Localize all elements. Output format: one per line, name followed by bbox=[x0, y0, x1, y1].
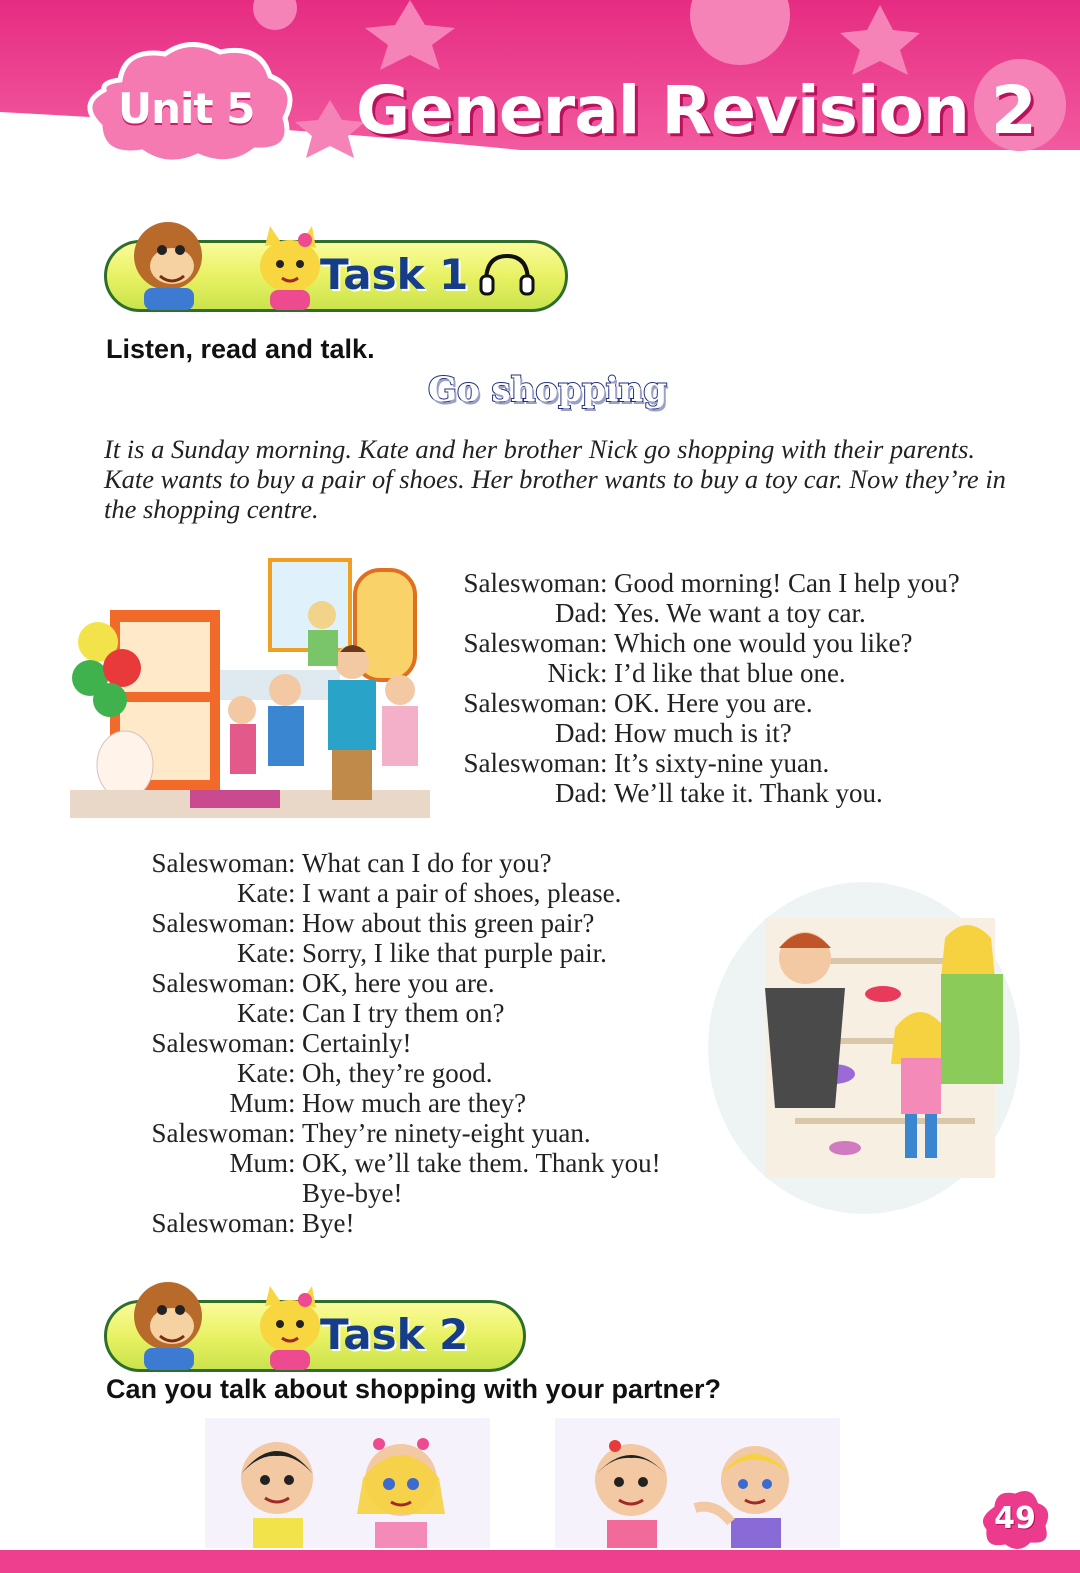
line-text: Bye! bbox=[302, 1208, 355, 1238]
line-text: Oh, they’re good. bbox=[302, 1058, 493, 1088]
line-text: I want a pair of shoes, please. bbox=[302, 878, 622, 908]
line-text: I’d like that blue one. bbox=[614, 658, 846, 688]
dialogue-line: Mum : How much are they? bbox=[132, 1088, 661, 1118]
speaker: Kate bbox=[237, 1058, 288, 1088]
line-text: Bye-bye! bbox=[302, 1178, 403, 1208]
line-text: Can I try them on? bbox=[302, 998, 505, 1028]
line-text: OK, we’ll take them. Thank you! bbox=[302, 1148, 661, 1178]
speaker: Saleswoman bbox=[151, 1028, 288, 1058]
line-text: It’s sixty-nine yuan. bbox=[614, 748, 830, 778]
task1-instruction: Listen, read and talk. bbox=[106, 334, 375, 364]
speaker: Kate bbox=[237, 998, 288, 1028]
dialogue-line: Mum : OK, we’ll take them. Thank you! bbox=[132, 1148, 661, 1178]
boy-and-girl-pair-illustration bbox=[205, 1418, 490, 1548]
line-text: How about this green pair? bbox=[302, 908, 595, 938]
speaker: Saleswoman bbox=[463, 568, 600, 598]
dialogue-line: Dad : How much is it? bbox=[444, 718, 960, 748]
line-text: Yes. We want a toy car. bbox=[614, 598, 866, 628]
speaker: Mum bbox=[229, 1148, 288, 1178]
dialogue-line: Saleswoman : What can I do for you? bbox=[132, 848, 661, 878]
speaker: Saleswoman bbox=[463, 688, 600, 718]
dialogue-line: Kate : Oh, they’re good. bbox=[132, 1058, 661, 1088]
speaker: Saleswoman bbox=[151, 1118, 288, 1148]
dialogue-line: Kate : Sorry, I like that purple pair. bbox=[132, 938, 661, 968]
speaker: Saleswoman bbox=[463, 748, 600, 778]
dialogue-line: Nick : I’d like that blue one. bbox=[444, 658, 960, 688]
speaker: Saleswoman bbox=[463, 628, 600, 658]
speaker: Nick bbox=[547, 658, 600, 688]
dialogue-line: Saleswoman : Bye! bbox=[132, 1208, 661, 1238]
line-text: We’ll take it. Thank you. bbox=[614, 778, 883, 808]
line-text: Certainly! bbox=[302, 1028, 412, 1058]
unit-label: Unit 5 bbox=[118, 84, 255, 133]
story-intro: It is a Sunday morning. Kate and her brother Nick go shopping with their parents. Kate wants to buy a pair of shoes. Her brother wants to buy a toy car. Now they’re in the shopping centre. bbox=[104, 434, 1006, 524]
dialogue-line bbox=[132, 1178, 661, 1208]
dialogue-2 bbox=[132, 848, 661, 1238]
line-text: Which one would you like? bbox=[614, 628, 913, 658]
line-text: Good morning! Can I help you? bbox=[614, 568, 960, 598]
line-text: OK. Here you are. bbox=[614, 688, 813, 718]
speaker: Kate bbox=[237, 878, 288, 908]
story-title: Go shopping bbox=[428, 370, 668, 410]
dialogue-1 bbox=[444, 568, 960, 808]
header-banner bbox=[0, 0, 1080, 160]
toy-shop-illustration bbox=[70, 550, 430, 818]
dialogue-line: Saleswoman : OK, here you are. bbox=[132, 968, 661, 998]
line-text: Sorry, I like that purple pair. bbox=[302, 938, 607, 968]
dialogue-line: Saleswoman : It’s sixty-nine yuan. bbox=[444, 748, 960, 778]
speaker: Saleswoman bbox=[151, 848, 288, 878]
monkey-cat-mascots-icon bbox=[110, 1264, 340, 1372]
speaker bbox=[132, 1178, 288, 1208]
dialogue-line: Kate : I want a pair of shoes, please. bbox=[132, 878, 661, 908]
line-text: What can I do for you? bbox=[302, 848, 552, 878]
headphones-icon bbox=[478, 252, 536, 296]
monkey-cat-mascots-icon bbox=[110, 204, 340, 312]
speaker: Mum bbox=[229, 1088, 288, 1118]
line-text: OK, here you are. bbox=[302, 968, 495, 998]
dialogue-line: Saleswoman : Certainly! bbox=[132, 1028, 661, 1058]
dialogue-line: Saleswoman : Which one would you like? bbox=[444, 628, 960, 658]
speaker: Kate bbox=[237, 938, 288, 968]
speaker: Dad bbox=[555, 778, 600, 808]
page-number: 49 bbox=[994, 1501, 1036, 1536]
speaker: Dad bbox=[555, 718, 600, 748]
dialogue-line: Saleswoman : They’re ninety-eight yuan. bbox=[132, 1118, 661, 1148]
speaker: Saleswoman bbox=[151, 968, 288, 998]
speaker: Saleswoman bbox=[151, 1208, 288, 1238]
dialogue-line: Saleswoman : OK. Here you are. bbox=[444, 688, 960, 718]
line-text: They’re ninety-eight yuan. bbox=[302, 1118, 591, 1148]
speaker: Saleswoman bbox=[151, 908, 288, 938]
shoe-shop-illustration bbox=[705, 878, 1023, 1218]
dialogue-line: Saleswoman : How about this green pair? bbox=[132, 908, 661, 938]
dialogue-line: Dad : Yes. We want a toy car. bbox=[444, 598, 960, 628]
task2-instruction: Can you talk about shopping with your partner? bbox=[106, 1374, 722, 1404]
bottom-strip bbox=[0, 1550, 1080, 1573]
girl-and-boy-pair-illustration bbox=[555, 1418, 840, 1548]
page-title: General Revision 2 bbox=[356, 72, 1036, 149]
dialogue-line: Saleswoman : Good morning! Can I help you? bbox=[444, 568, 960, 598]
dialogue-line: Dad : We’ll take it. Thank you. bbox=[444, 778, 960, 808]
dialogue-line: Kate : Can I try them on? bbox=[132, 998, 661, 1028]
line-text: How much are they? bbox=[302, 1088, 527, 1118]
task2-label: Task 2 bbox=[320, 1310, 469, 1359]
task1-label: Task 1 bbox=[320, 250, 469, 299]
speaker: Dad bbox=[555, 598, 600, 628]
line-text: How much is it? bbox=[614, 718, 792, 748]
